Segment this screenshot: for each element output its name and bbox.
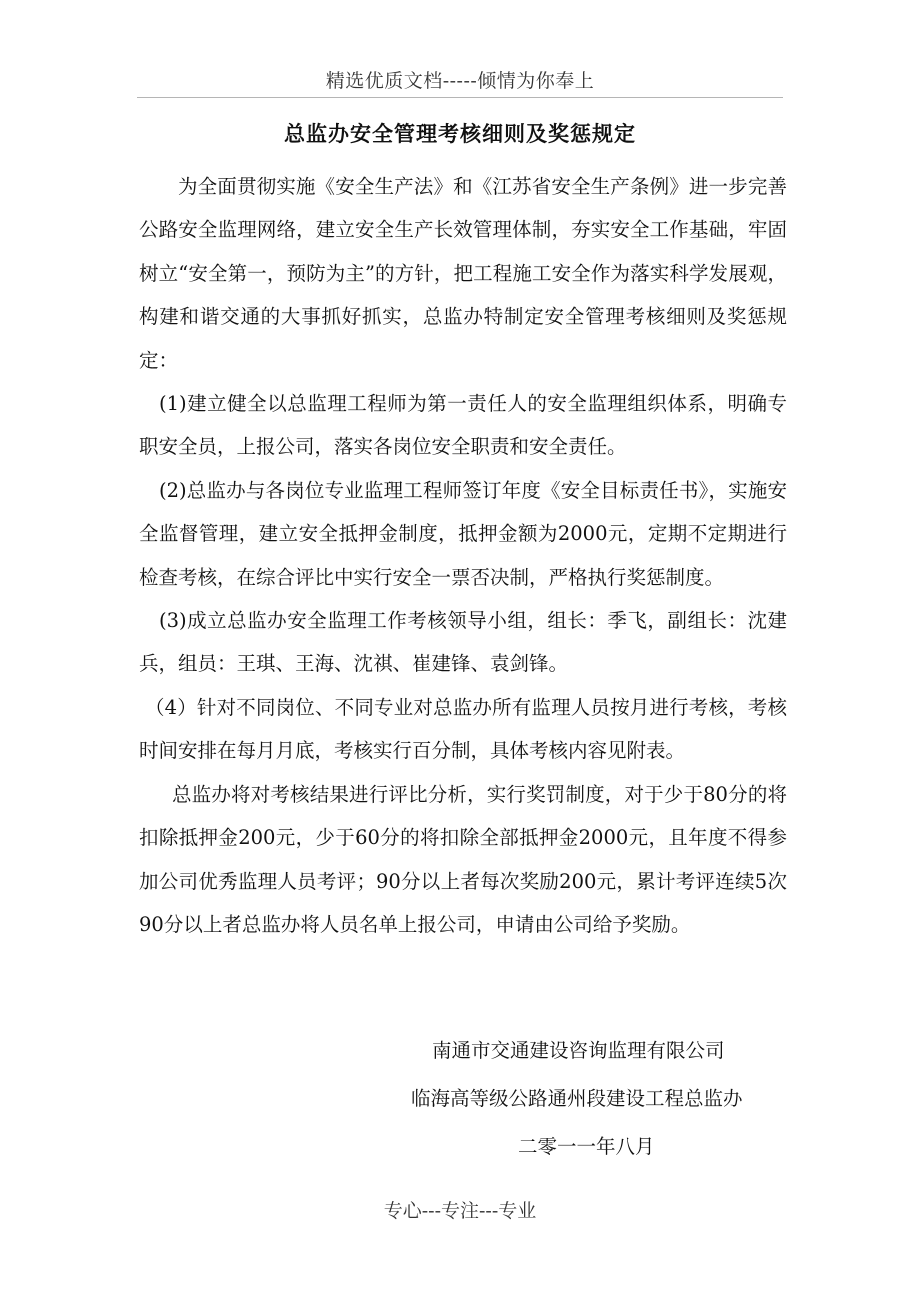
rule-item-2: (2)总监办与各岗位专业监理工程师签订年度《安全目标责任书》，实施安全监督管理，建立安全抵押金制度，抵押金额为2000元，定期不定期进行检查考核，在综合评比中实行安全一票否决制，严格执行奖惩制度。 bbox=[139, 478, 787, 589]
document-body bbox=[139, 165, 787, 946]
summary-paragraph: 总监办将对考核结果进行评比分析，实行奖罚制度，对于少于80分的将扣除抵押金200元，少于60分的将扣除全部抵押金2000元，且年度不得参加公司优秀监理人员考评；90分以上者每次奖励200元，累计考评连续5次90分以上者总监办将人员名单上报公司，申请由公司给予奖励。 bbox=[139, 782, 787, 936]
rule-item-3: (3)成立总监办安全监理工作考核领导小组，组长：季飞，副组长：沈建兵，组员：王琪、王海、沈祺、崔建锋、袁剑锋。 bbox=[139, 609, 787, 676]
signature-company: 南通市交通建设咨询监理有限公司 bbox=[432, 1039, 725, 1062]
document-title: 总监办安全管理考核细则及奖惩规定 bbox=[284, 121, 636, 146]
rule-item-4: （4）针对不同岗位、不同专业对总监办所有监理人员按月进行考核，考核时间安排在每月月底，考核实行百分制，具体考核内容见附表。 bbox=[139, 695, 787, 763]
rule-item-1: (1)建立健全以总监理工程师为第一责任人的安全监理组织体系，明确专职安全员，上报公司，落实各岗位安全职责和安全责任。 bbox=[139, 392, 787, 459]
signature-date: 二零一一年八月 bbox=[518, 1135, 655, 1158]
header-divider bbox=[137, 97, 783, 98]
intro-paragraph: 为全面贯彻实施《安全生产法》和《江苏省安全生产条例》进一步完善公路安全监理网络，建立安全生产长效管理体制，夯实安全工作基础，牢固树立“安全第一，预防为主”的方针，把工程施工安全作为落实科学发展观，构建和谐交通的大事抓好抓实，总监办特制定安全管理考核细则及奖惩规定： bbox=[139, 175, 787, 372]
page-footer: 专心---专注---专业 bbox=[383, 1200, 537, 1222]
signature-office: 临海高等级公路通州段建设工程总监办 bbox=[411, 1087, 743, 1110]
page-header: 精选优质文档-----倾情为你奉上 bbox=[325, 70, 595, 92]
